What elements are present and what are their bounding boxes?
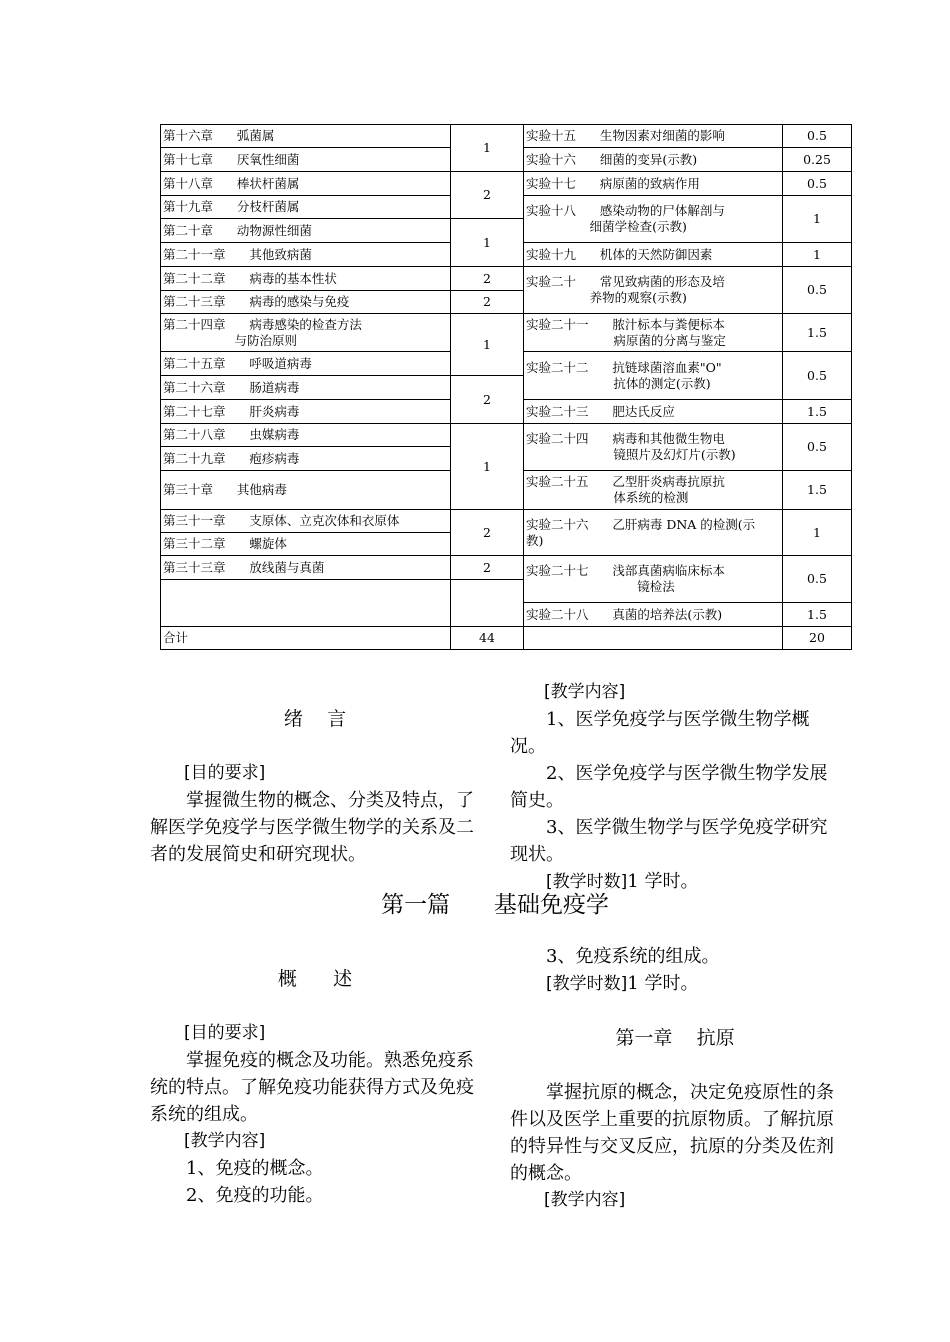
intro-content-heading: [教学内容] bbox=[544, 682, 626, 702]
experiment-cell: 实验十六 细菌的变异(示教) bbox=[524, 148, 783, 172]
chapter-hours-cell: 1 bbox=[451, 219, 524, 267]
experiment-hours-cell: 1 bbox=[783, 243, 852, 267]
intro-title: 绪 言 bbox=[283, 708, 347, 730]
chapter-cell: 第三十三章 放线菌与真菌 bbox=[161, 556, 451, 580]
experiment-cell: 实验二十五 乙型肝炎病毒抗原抗 体系统的检测 bbox=[524, 471, 783, 510]
overview-objectives-text: 掌握免疫的概念及功能。熟悉免疫系统的特点。了解免疫功能获得方式及免疫系统的组成。 bbox=[150, 1050, 474, 1125]
chapter-cell: 第二十九章 疱疹病毒 bbox=[161, 447, 451, 471]
chapter1-text: 掌握抗原的概念，决定免疫原性的条件以及医学上重要的抗原物质。了解抗原的特异性与交叉反应，抗原的分类及佐剂的概念。 bbox=[510, 1082, 834, 1184]
chapter-hours-cell: 2 bbox=[451, 510, 524, 556]
overview-content-heading: [教学内容] bbox=[184, 1131, 266, 1151]
chapter-hours-cell: 2 bbox=[451, 556, 524, 580]
chapter-cell: 第二十七章 肝炎病毒 bbox=[161, 400, 451, 424]
experiment-hours-cell: 0.5 bbox=[783, 267, 852, 314]
chapter-cell: 第三十二章 螺旋体 bbox=[161, 533, 451, 556]
chapter-cell: 第三十章 其他病毒 bbox=[161, 471, 451, 510]
chapter-cell: 第十七章 厌氧性细菌 bbox=[161, 148, 451, 172]
experiment-hours-cell: 1 bbox=[783, 196, 852, 243]
part-title: 第一篇 基础免疫学 bbox=[381, 892, 609, 918]
experiment-hours-cell: 1.5 bbox=[783, 400, 852, 424]
chapter-hours-cell: 2 bbox=[451, 376, 524, 424]
overview-content-item: 1、免疫的概念。 bbox=[186, 1158, 324, 1179]
intro-content-item: 1、医学免疫学与医学微生物学概况。 bbox=[510, 709, 810, 757]
chapter-hours-cell: 2 bbox=[451, 172, 524, 219]
overview-content-item: 3、免疫系统的组成。 bbox=[546, 946, 720, 967]
experiment-hours-cell: 1.5 bbox=[783, 471, 852, 510]
experiment-hours-cell: 0.5 bbox=[783, 172, 852, 196]
chapter-cell: 第十六章 弧菌属 bbox=[161, 125, 451, 148]
experiment-cell: 实验二十八 真菌的培养法(示教) bbox=[524, 603, 783, 627]
experiment-cell: 实验二十二 抗链球菌溶血素"O" 抗体的测定(示教) bbox=[524, 352, 783, 400]
chapter-cell: 第二十章 动物源性细菌 bbox=[161, 219, 451, 243]
chapter-hours-cell: 1 bbox=[451, 125, 524, 172]
chapter-cell: 第二十八章 虫媒病毒 bbox=[161, 424, 451, 447]
overview-hours-text: 1 学时。 bbox=[627, 973, 699, 994]
intro-objectives-heading: [目的要求] bbox=[184, 763, 266, 783]
experiment-cell: 实验十九 机体的天然防御因素 bbox=[524, 243, 783, 267]
overview-right-column bbox=[510, 943, 840, 1214]
chapter-cell: 第十八章 棒状杆菌属 bbox=[161, 172, 451, 196]
overview-left-column bbox=[150, 966, 480, 1209]
experiment-hours-cell: 0.5 bbox=[783, 556, 852, 603]
chapter-cell: 第二十六章 肠道病毒 bbox=[161, 376, 451, 400]
chapter-hours-cell: 1 bbox=[451, 314, 524, 376]
chapter-cell: 第二十四章 病毒感染的检查方法 与防治原则 bbox=[161, 314, 451, 352]
chapter-hours-cell: 2 bbox=[451, 291, 524, 314]
experiment-cell: 实验十五 生物因素对细菌的影响 bbox=[524, 125, 783, 148]
experiment-hours-cell: 1 bbox=[783, 510, 852, 556]
chapter-cell: 第二十三章 病毒的感染与免疫 bbox=[161, 291, 451, 314]
intro-hours-text: 1 学时。 bbox=[627, 871, 699, 892]
total-label-cell: 合计 bbox=[161, 627, 451, 650]
intro-left-column bbox=[150, 706, 480, 868]
experiment-cell: 实验十七 病原菌的致病作用 bbox=[524, 172, 783, 196]
chapter1-title: 第一章 抗原 bbox=[615, 1027, 735, 1049]
total-experiment-hours-cell: 20 bbox=[783, 627, 852, 650]
chapter-hours-cell: 1 bbox=[451, 424, 524, 510]
experiment-cell: 实验二十六 乙肝病毒 DNA 的检测(示 教) bbox=[524, 510, 783, 556]
experiment-cell: 实验二十 常见致病菌的形态及培 养物的观察(示教) bbox=[524, 267, 783, 314]
overview-title: 概 述 bbox=[277, 968, 353, 990]
overview-content-item: 2、免疫的功能。 bbox=[186, 1185, 324, 1206]
chapter-cell: 第二十五章 呼吸道病毒 bbox=[161, 352, 451, 376]
intro-content-item: 3、医学微生物学与医学免疫学研究现状。 bbox=[510, 817, 828, 865]
chapter-cell: 第二十二章 病毒的基本性状 bbox=[161, 267, 451, 291]
overview-hours-line bbox=[510, 970, 840, 998]
experiment-hours-cell: 0.25 bbox=[783, 148, 852, 172]
overview-hours-heading: [教学时数] bbox=[546, 974, 628, 994]
intro-hours-heading: [教学时数] bbox=[546, 872, 628, 892]
experiment-cell: 实验二十四 病毒和其他微生物电 镜照片及幻灯片(示教) bbox=[524, 424, 783, 471]
experiment-hours-cell: 0.5 bbox=[783, 352, 852, 400]
chapter1-content-heading: [教学内容] bbox=[544, 1190, 626, 1210]
chapter-cell: 第三十一章 支原体、立克次体和衣原体 bbox=[161, 510, 451, 533]
total-chapter-hours-cell: 44 bbox=[451, 627, 524, 650]
chapter-cell: 第十九章 分枝杆菌属 bbox=[161, 196, 451, 219]
course-schedule-table bbox=[160, 124, 852, 650]
experiment-hours-cell: 0.5 bbox=[783, 424, 852, 471]
empty-cell bbox=[161, 580, 451, 627]
intro-right-column bbox=[510, 679, 840, 896]
experiment-hours-cell: 1.5 bbox=[783, 314, 852, 352]
overview-objectives-heading: [目的要求] bbox=[184, 1023, 266, 1043]
intro-objectives-text: 掌握微生物的概念、分类及特点，了解医学免疫学与医学微生物学的关系及二者的发展简史和研究现状。 bbox=[150, 790, 474, 865]
experiment-cell: 实验二十一 脓汁标本与粪便标本 病原菌的分离与鉴定 bbox=[524, 314, 783, 352]
intro-content-item: 2、医学免疫学与医学微生物学发展简史。 bbox=[510, 763, 828, 811]
empty-cell bbox=[451, 580, 524, 627]
experiment-cell: 实验二十七 浅部真菌病临床标本 镜检法 bbox=[524, 556, 783, 603]
experiment-cell: 实验二十三 肥达氏反应 bbox=[524, 400, 783, 424]
chapter-cell: 第二十一章 其他致病菌 bbox=[161, 243, 451, 267]
experiment-cell: 实验十八 感染动物的尸体解剖与 细菌学检查(示教) bbox=[524, 196, 783, 243]
chapter-hours-cell: 2 bbox=[451, 267, 524, 291]
experiment-hours-cell: 1.5 bbox=[783, 603, 852, 627]
experiment-hours-cell: 0.5 bbox=[783, 125, 852, 148]
empty-cell bbox=[524, 627, 783, 650]
